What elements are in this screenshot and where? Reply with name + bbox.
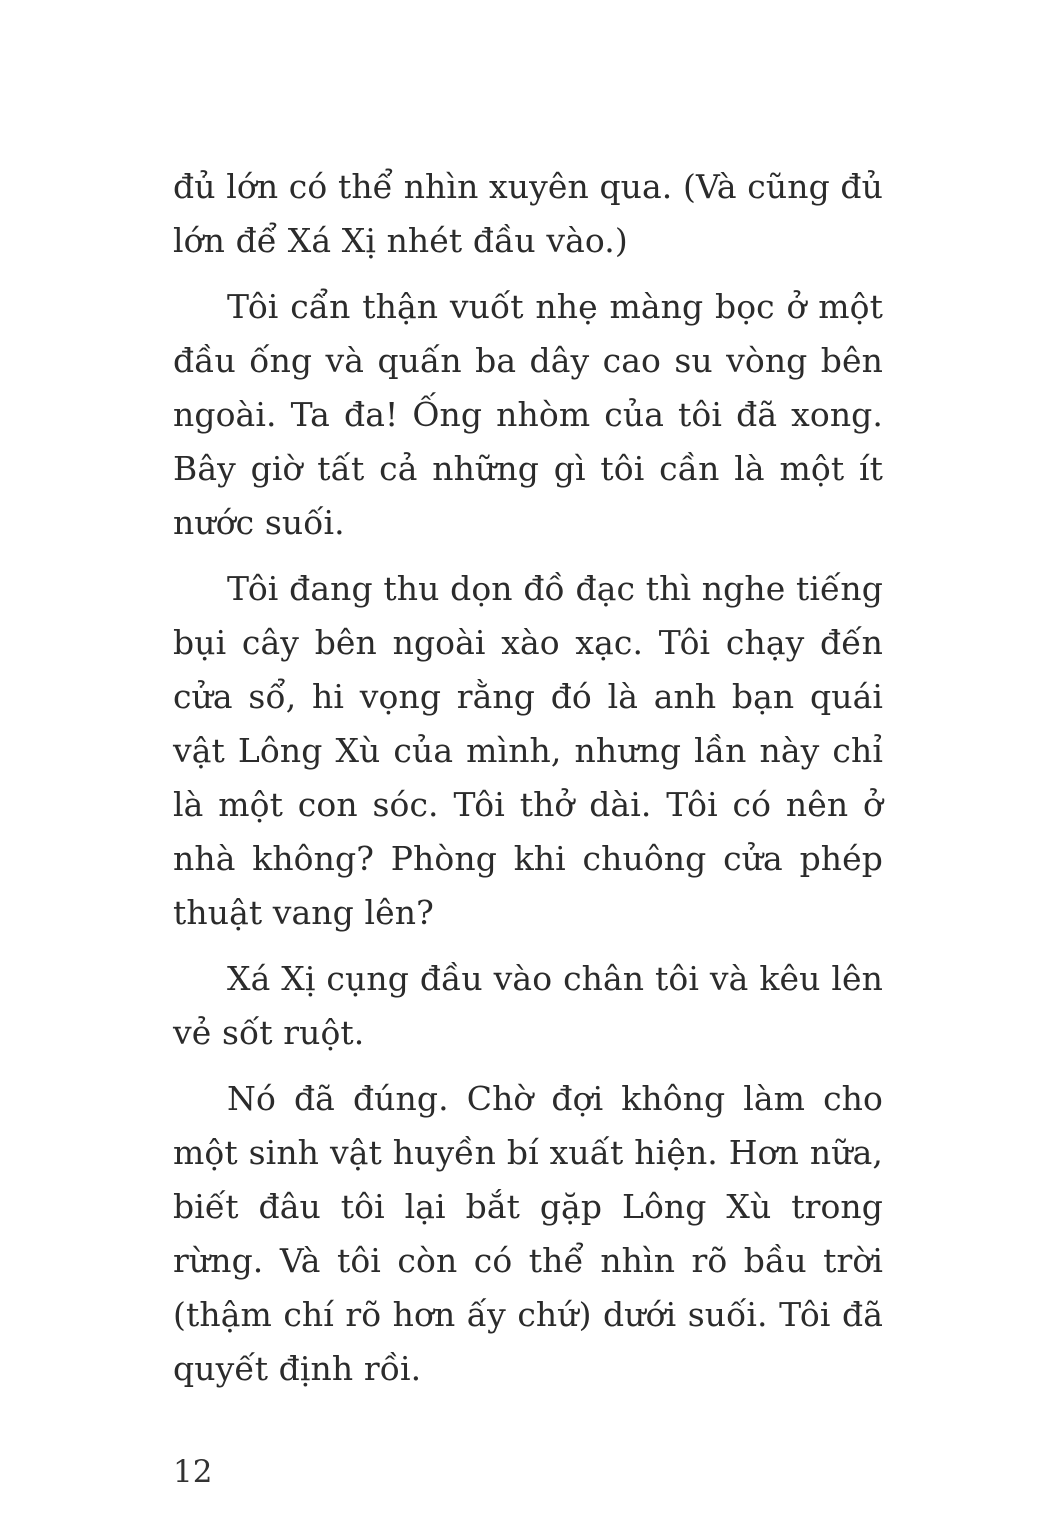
paragraph-binoculars: Tôi cẩn thận vuốt nhẹ màng bọc ở một đầu ống và quấn ba dây cao su vòng bên ngoài. Ta đa! Ống nhòm của tôi đã xong. Bây giờ tất cả những gì tôi cần là một ít nước suối. [173, 287, 883, 542]
paragraph-rustling: Tôi đang thu dọn đồ đạc thì nghe tiếng bụi cây bên ngoài xào xạc. Tôi chạy đến cửa sổ, hi vọng rằng đó là anh bạn quái vật Lông Xù của mình, nhưng lần này chỉ là một con sóc. Tôi thở dài. Tôi có nên ở nhà không? Phòng khi chuông cửa phép thuật vang lên? [173, 569, 883, 932]
paragraph-continuation: đủ lớn có thể nhìn xuyên qua. (Và cũng đủ lớn để Xá Xị nhét đầu vào.) [173, 167, 883, 260]
paragraph-decision: Nó đã đúng. Chờ đợi không làm cho một sinh vật huyền bí xuất hiện. Hơn nữa, biết đâu tôi lại bắt gặp Lông Xù trong rừng. Và tôi còn có thể nhìn rõ bầu trời (thậm chí rõ hơn ấy chứ) dưới suối. Tôi đã quyết định rồi. [173, 1079, 883, 1388]
page-number: 12 [173, 1454, 213, 1490]
page-body [173, 160, 883, 1396]
paragraph-cat: Xá Xị cụng đầu vào chân tôi và kêu lên vẻ sốt ruột. [173, 959, 883, 1052]
